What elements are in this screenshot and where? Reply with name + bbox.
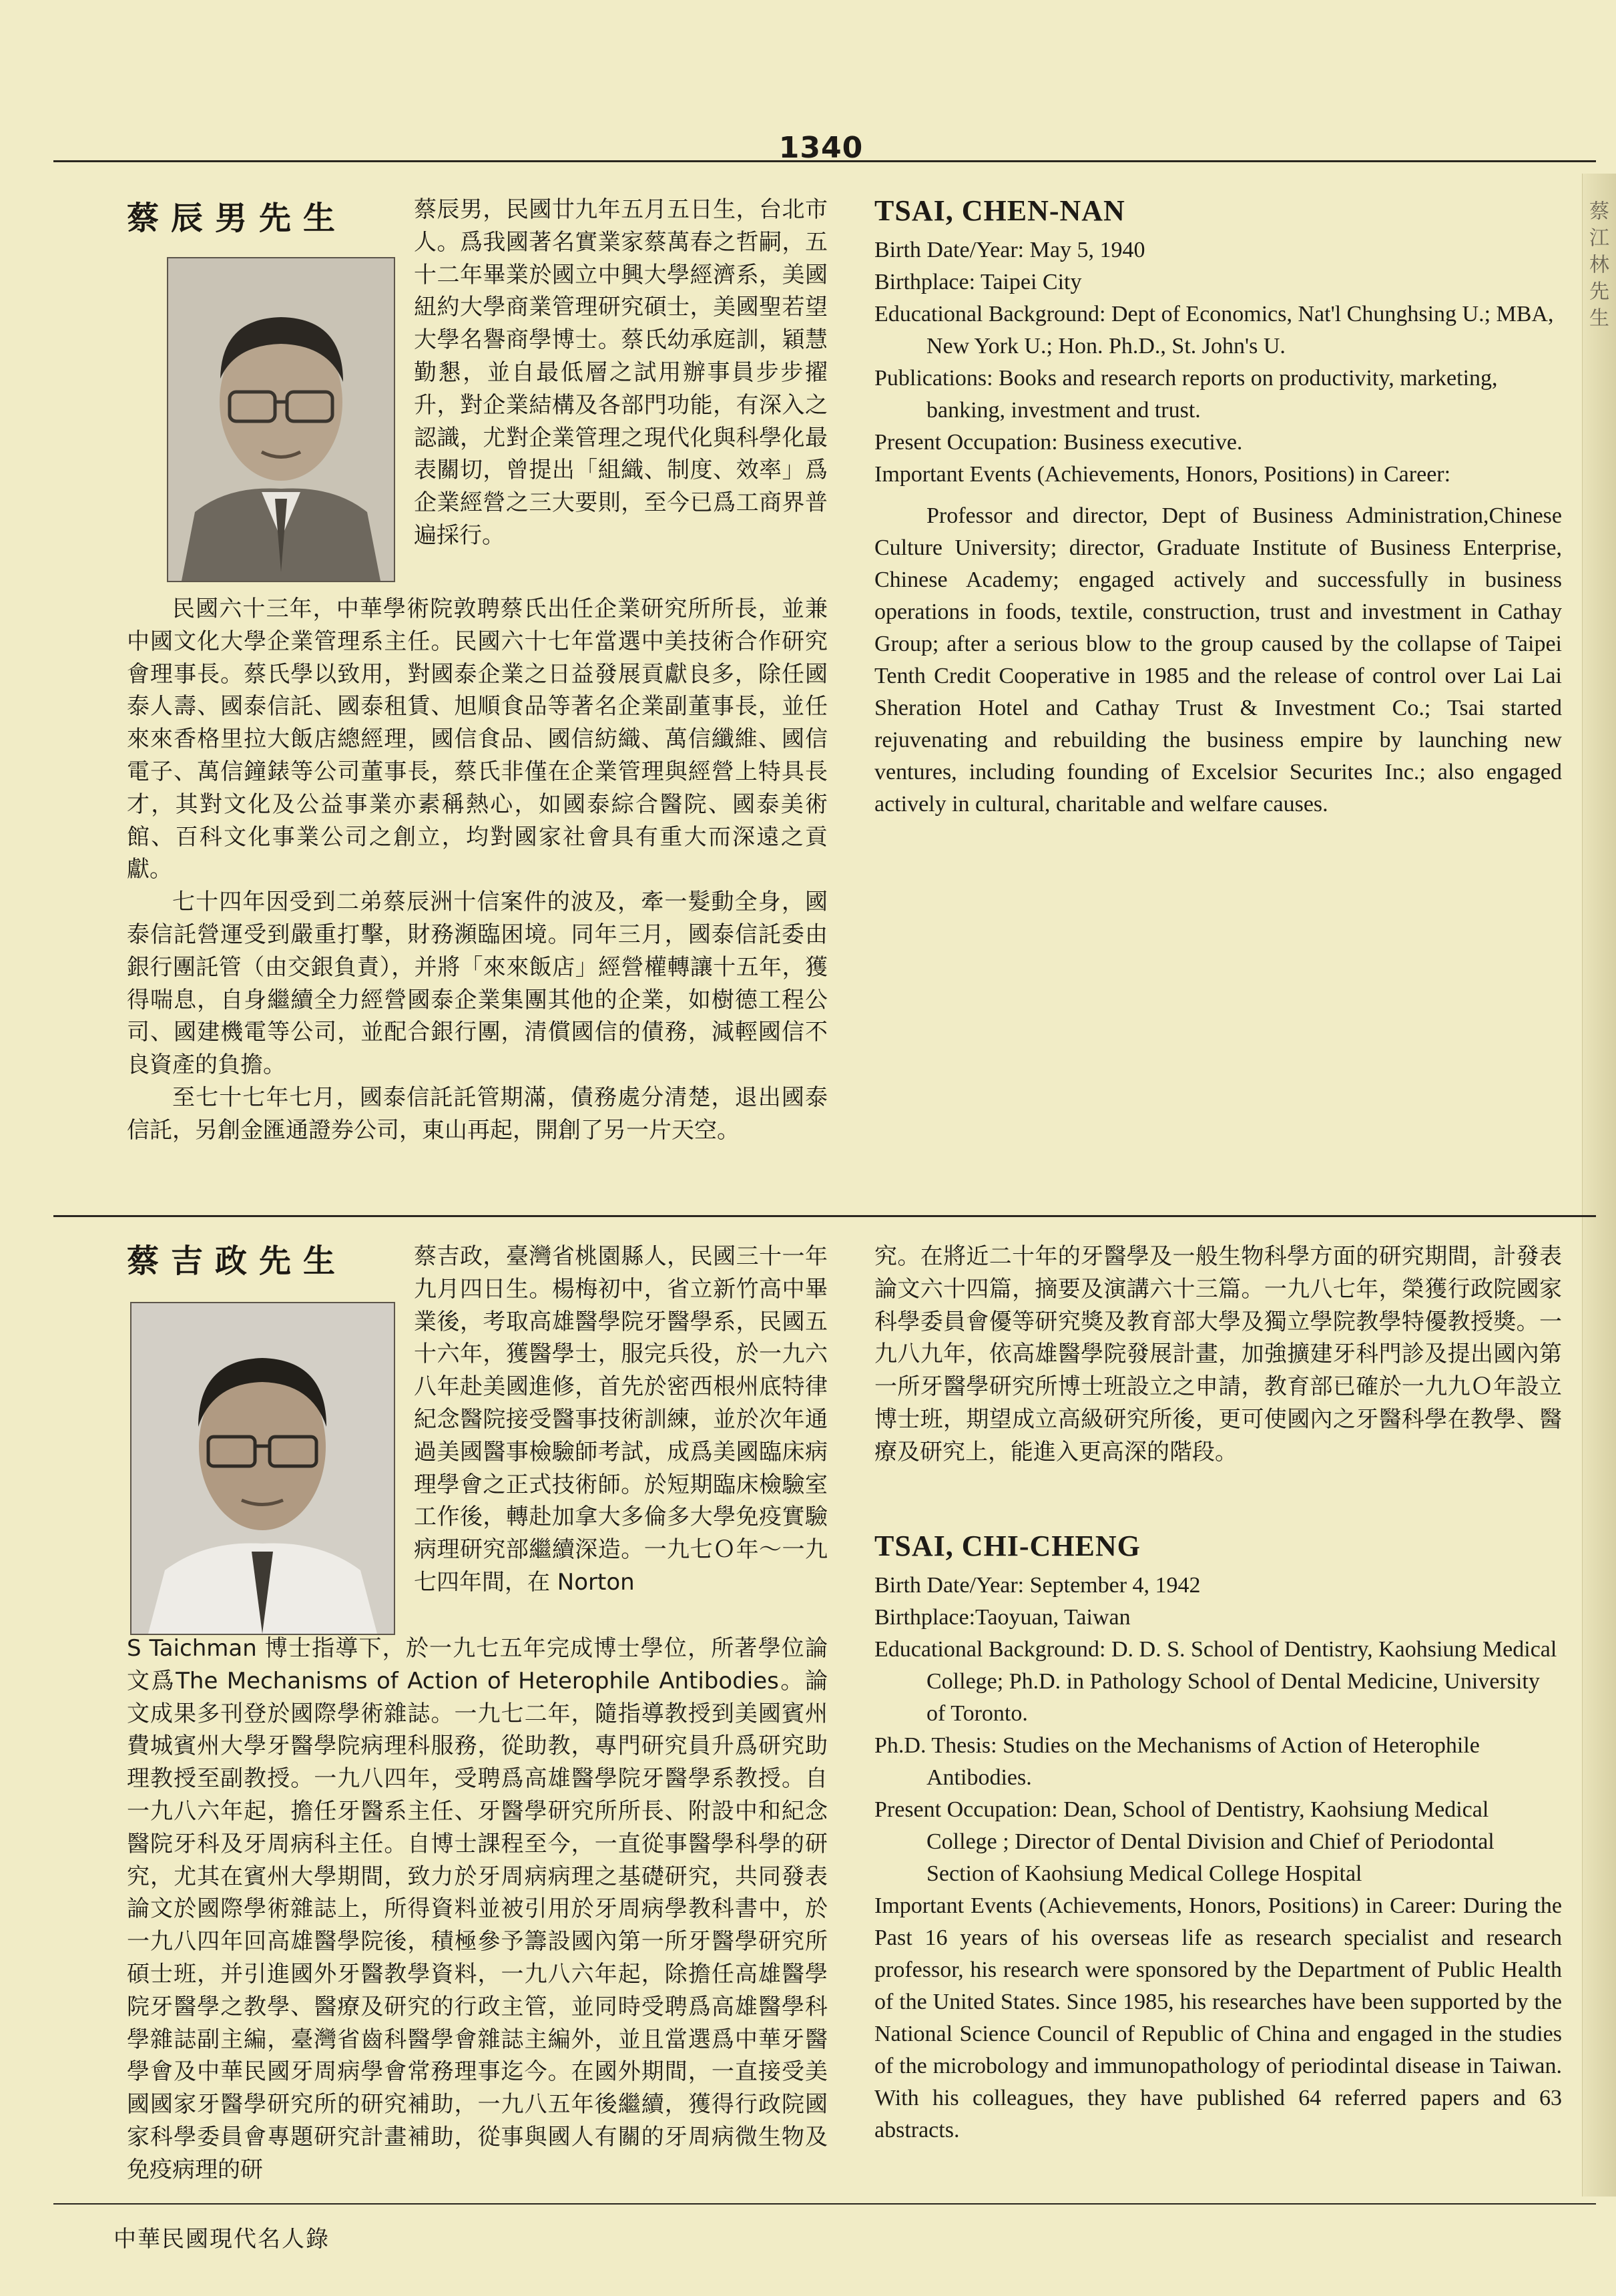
entry1-chinese-paragraph: 至七十七年七月，國泰信託託管期滿，債務處分清楚，退出國泰信託，另創金匯通證券公司，東山再起，開創了另一片天空。: [127, 1084, 828, 1144]
entry2-chinese-continued: 究。在將近二十年的牙醫學及一般生物科學方面的研究期間，計發表論文六十四篇，摘要及演講六十三篇。一九八七年，榮獲行政院國家科學委員會優等研究獎及教育部大學及獨立學院教學特優教授獎。一九八九年，依高雄醫學院發展計畫，加強擴建牙科門診及提出國內第一所牙醫學研究所博士班設立之申請，教育部已確於一九九Ｏ年設立博士班，期望成立高級研究所後，更可使國內之牙醫科學在教學、醫療及研究上，能進入更高深的階段。: [874, 1243, 1562, 1465]
entry1-chinese-name: 蔡辰男先生: [127, 200, 348, 237]
entry2-field: Present Occupation: Dean, School of Dentistry, Kaohsiung Medical College ; Director of Dental Division and Chief of Periodontal Section of Kaohsiung Medical College Hospital: [874, 1797, 1495, 1886]
entry1-career: Professor and director, Dept of Business Administration,Chinese Culture University; director, Graduate Institute of Business Enterprise, Chinese Academy; engaged actively and successfully in business operations in foods, textile, construction, trust and investment in Cathay Group; after a serious blow to the group caused by the collapse of Taipei Tenth Credit Cooperative in 1985 and the release of control over Lai Lai Sheration Hotel and Cathay Trust & Investment Co.; Tsai started rejuvenating and rebuilding the business empire by launching new ventures, including founding of Excelsior Securites Inc.; also engaged actively in cultural, charitable and welfare causes.: [874, 503, 1562, 817]
entry1-field: Educational Background: Dept of Economics, Nat'l Chunghsing U.; MBA, New York U.; Hon. Ph.D., St. John's U.: [874, 302, 1554, 359]
page-number: 1340: [778, 131, 864, 165]
entry1-chinese-intro: 蔡辰男，民國廿九年五月五日生，台北市人。爲我國著名實業家蔡萬春之哲嗣，五十二年畢業於國立中興大學經濟系，美國紐約大學商業管理研究碩士，美國聖若望大學名譽商學博士。蔡氏幼承庭訓，穎慧勤懇，並自最低層之試用辦事員步步擢升，對企業結構及各部門功能，有深入之認識，尤對企業管理之現代化與科學化最表關切，曾提出「組織、制度、效率」爲企業經營之三大要則，至今已爲工商界普遍採行。: [414, 196, 828, 549]
entry2-chinese-paragraph: S Taichman 博士指導下，於一九七五年完成博士學位，所著學位論文爲The Mechanisms of Action of Heterophile Antibodies。論文成果多刊登於國際學術雜誌。一九七二年，隨指導教授到美國賓州費城賓州大學牙醫學院病理科服務，從助教，專門研究員升爲研究助理教授至副教授。一九八四年，受聘爲高雄醫學院牙醫學系教授。自一九八六年起，擔任牙醫系主任、牙醫學研究所所長、附設中和紀念醫院牙科及牙周病科主任。自博士課程至今，一直從事醫學科學的研究，尤其在賓州大學期間，致力於牙周病病理之基礎研究，共同發表論文於國際學術雜誌上，所得資料並被引用於牙周病學教科書中，於一九八四年回高雄醫學院後，積極參予籌設國內第一所牙醫學研究所碩士班，并引進國外牙醫教學資料，一九八六年起，除擔任高雄醫學院牙醫學之教學、醫療及研究的行政主管，並同時受聘爲高雄醫學科學雜誌副主編，臺灣省齒科醫學會雜誌主編外，並且當選爲中華牙醫學會及中華民國牙周病學會常務理事迄今。在國外期間，一直接受美國國家牙醫學研究所的研究補助，一九八五年後繼續，獲得行政院國家科學委員會專題研究計畫補助，從事與國人有關的牙周病微生物及免疫病理的研: [127, 1635, 828, 2183]
entry2-field: Birth Date/Year: September 4, 1942: [874, 1573, 1201, 1598]
entry2-chinese-name: 蔡吉政先生: [127, 1242, 348, 1280]
next-page-edge: [1582, 174, 1616, 2197]
portrait-illustration: [168, 258, 394, 581]
entry1-english-block: [874, 194, 1562, 821]
entry1-english-name: TSAI, CHEN-NAN: [874, 194, 1125, 227]
middle-rule: [53, 1215, 1596, 1217]
entry1-chinese-body: [127, 593, 828, 1147]
entry1-chinese-paragraph: 七十四年因受到二弟蔡辰洲十信案件的波及，牽一髮動全身，國泰信託營運受到嚴重打擊，財務瀕臨困境。同年三月，國泰信託委由銀行團託管（由交銀負責），并將「來來飯店」經營權轉讓十五年，獲得喘息，自身繼續全力經營國泰企業集團其他的企業，如樹德工程公司、國建機電等公司，並配合銀行團，清償國信的債務，減輕國信不良資產的負擔。: [127, 889, 828, 1079]
entry1-field: Birthplace: Taipei City: [874, 270, 1082, 294]
entry2-portrait-photo: [130, 1302, 395, 1635]
portrait-illustration: [131, 1303, 394, 1634]
entry1-field: Birth Date/Year: May 5, 1940: [874, 238, 1145, 262]
entry2-field: Educational Background: D. D. S. School of Dentistry, Kaohsiung Medical College; Ph.D. in Pathology School of Dental Medicine, University of Toronto.: [874, 1637, 1557, 1726]
entry1-field: Important Events (Achievements, Honors, Positions) in Career:: [874, 462, 1451, 487]
entry2-field: Birthplace:Taoyuan, Taiwan: [874, 1605, 1131, 1630]
entry1-field: Present Occupation: Business executive.: [874, 430, 1243, 455]
entry1-portrait-photo: [167, 257, 395, 582]
entry2-chinese-intro: 蔡吉政，臺灣省桃園縣人，民國三十一年九月四日生。楊梅初中，省立新竹高中畢業後，考取高雄醫學院牙醫學系，民國五十六年，獲醫學士，服完兵役，於一九六八年赴美國進修，首先於密西根州底特律紀念醫院接受醫事技術訓練，並於次年通過美國醫事檢驗師考試，成爲美國臨床病理學會之正式技術師。於短期臨床檢驗室工作後，轉赴加拿大多倫多大學免疫實驗病理研究部繼續深造。一九七Ｏ年～一九七四年間，在 Norton: [414, 1243, 828, 1596]
entry2-english-block: [874, 1529, 1562, 2146]
entry1-chinese-paragraph: 民國六十三年，中華學術院敦聘蔡氏出任企業研究所所長，並兼中國文化大學企業管理系主任。民國六十七年當選中美技術合作研究會理事長。蔡氏學以致用，對國泰企業之日益發展貢獻良多，除任國泰人壽、國泰信託、國泰租賃、旭順食品等著名企業副董事長，並任來來香格里拉大飯店總經理，國信食品、國信紡織、萬信纖維、國信電子、萬信鐘錶等公司董事長，蔡氏非僅在企業管理與經營上特具長才，其對文化及公益事業亦素稱熱心，如國泰綜合醫院、國泰美術館、百科文化事業公司之創立，均對國家社會具有重大而深遠之貢獻。: [127, 596, 828, 883]
top-rule: [53, 160, 1596, 162]
entry2-field: Ph.D. Thesis: Studies on the Mechanisms of Action of Heterophile Antibodies.: [874, 1733, 1480, 1790]
entry2-career: Important Events (Achievements, Honors, Positions) in Career: During the Past 16 years of his overseas life as research specialist and research professor, his research were sponsored by the Department of Public Health of the United States. Since 1985, his researches have been supported by the National Science Council of Republic of China and engaged in the studies of the microbology and immunopathology of periodintal disease in Taiwan. With his colleagues, they have published 64 referred papers and 63 abstracts.: [874, 1893, 1562, 2142]
entry1-field: Publications: Books and research reports on productivity, marketing, banking, investment and trust.: [874, 366, 1498, 423]
bottom-rule: [53, 2203, 1596, 2205]
next-page-name: 蔡江林先生: [1585, 200, 1609, 334]
book-title-footer: 中華民國現代名人錄: [113, 2226, 330, 2253]
entry2-chinese-body: [127, 1632, 828, 2187]
entry2-english-name: TSAI, CHI-CHENG: [874, 1530, 1141, 1562]
